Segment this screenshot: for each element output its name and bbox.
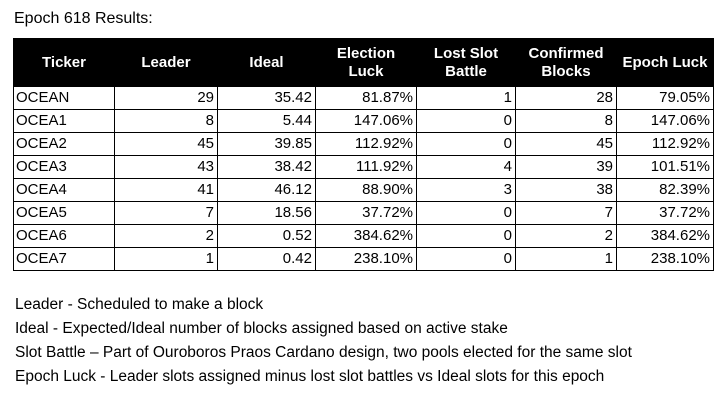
cell-ticker: OCEA2 [14, 133, 115, 156]
cell-epoch-luck: 79.05% [617, 87, 714, 110]
cell-confirmed-blocks: 45 [516, 133, 617, 156]
cell-epoch-luck: 101.51% [617, 156, 714, 179]
cell-ticker: OCEA5 [14, 202, 115, 225]
table-row [14, 225, 714, 248]
cell-lost-slot-battle: 0 [417, 133, 516, 156]
cell-election-luck: 88.90% [316, 179, 417, 202]
table-row [14, 133, 714, 156]
table-row [14, 110, 714, 133]
table-row [14, 156, 714, 179]
header-ideal: Ideal [218, 39, 316, 87]
cell-confirmed-blocks: 28 [516, 87, 617, 110]
cell-leader: 1 [115, 248, 218, 271]
cell-ticker: OCEA6 [14, 225, 115, 248]
cell-epoch-luck: 82.39% [617, 179, 714, 202]
cell-election-luck: 147.06% [316, 110, 417, 133]
cell-epoch-luck: 384.62% [617, 225, 714, 248]
cell-lost-slot-battle: 0 [417, 248, 516, 271]
cell-election-luck: 384.62% [316, 225, 417, 248]
table-row [14, 179, 714, 202]
cell-leader: 41 [115, 179, 218, 202]
table-row [14, 248, 714, 271]
cell-ticker: OCEAN [14, 87, 115, 110]
table-row [14, 202, 714, 225]
cell-epoch-luck: 37.72% [617, 202, 714, 225]
cell-leader: 8 [115, 110, 218, 133]
cell-ticker: OCEA7 [14, 248, 115, 271]
cell-lost-slot-battle: 0 [417, 202, 516, 225]
notes-section [15, 293, 632, 389]
cell-leader: 2 [115, 225, 218, 248]
note-slot-battle: Slot Battle – Part of Ouroboros Praos Cardano design, two pools elected for the same slot [15, 344, 632, 361]
cell-ticker: OCEA4 [14, 179, 115, 202]
cell-epoch-luck: 147.06% [617, 110, 714, 133]
cell-election-luck: 112.92% [316, 133, 417, 156]
cell-confirmed-blocks: 8 [516, 110, 617, 133]
cell-confirmed-blocks: 1 [516, 248, 617, 271]
cell-ideal: 38.42 [218, 156, 316, 179]
cell-election-luck: 37.72% [316, 202, 417, 225]
cell-leader: 43 [115, 156, 218, 179]
cell-election-luck: 238.10% [316, 248, 417, 271]
header-epoch-luck: Epoch Luck [617, 39, 714, 87]
note-ideal: Ideal - Expected/Ideal number of blocks assigned based on active stake [15, 320, 508, 337]
header-election-luck: Election Luck [316, 39, 417, 87]
cell-leader: 7 [115, 202, 218, 225]
cell-election-luck: 81.87% [316, 87, 417, 110]
cell-lost-slot-battle: 0 [417, 225, 516, 248]
cell-confirmed-blocks: 38 [516, 179, 617, 202]
cell-ideal: 46.12 [218, 179, 316, 202]
header-leader: Leader [115, 39, 218, 87]
cell-leader: 29 [115, 87, 218, 110]
cell-lost-slot-battle: 1 [417, 87, 516, 110]
cell-ideal: 39.85 [218, 133, 316, 156]
header-row [14, 39, 714, 87]
note-leader: Leader - Scheduled to make a block [15, 296, 264, 313]
cell-confirmed-blocks: 2 [516, 225, 617, 248]
cell-ticker: OCEA1 [14, 110, 115, 133]
note-epoch-luck: Epoch Luck - Leader slots assigned minus lost slot battles vs Ideal slots for this epoch [15, 368, 605, 385]
header-lost-slot-battle: Lost Slot Battle [417, 39, 516, 87]
cell-leader: 45 [115, 133, 218, 156]
results-table [13, 38, 714, 271]
cell-confirmed-blocks: 39 [516, 156, 617, 179]
page-title: Epoch 618 Results: [14, 10, 153, 27]
cell-lost-slot-battle: 0 [417, 110, 516, 133]
cell-ideal: 0.42 [218, 248, 316, 271]
cell-epoch-luck: 112.92% [617, 133, 714, 156]
cell-ideal: 5.44 [218, 110, 316, 133]
header-ticker: Ticker [14, 39, 115, 87]
cell-confirmed-blocks: 7 [516, 202, 617, 225]
cell-lost-slot-battle: 3 [417, 179, 516, 202]
cell-ideal: 18.56 [218, 202, 316, 225]
cell-election-luck: 111.92% [316, 156, 417, 179]
cell-lost-slot-battle: 4 [417, 156, 516, 179]
header-confirmed-blocks: Confirmed Blocks [516, 39, 617, 87]
cell-epoch-luck: 238.10% [617, 248, 714, 271]
cell-ideal: 0.52 [218, 225, 316, 248]
cell-ticker: OCEA3 [14, 156, 115, 179]
table-row [14, 87, 714, 110]
cell-ideal: 35.42 [218, 87, 316, 110]
